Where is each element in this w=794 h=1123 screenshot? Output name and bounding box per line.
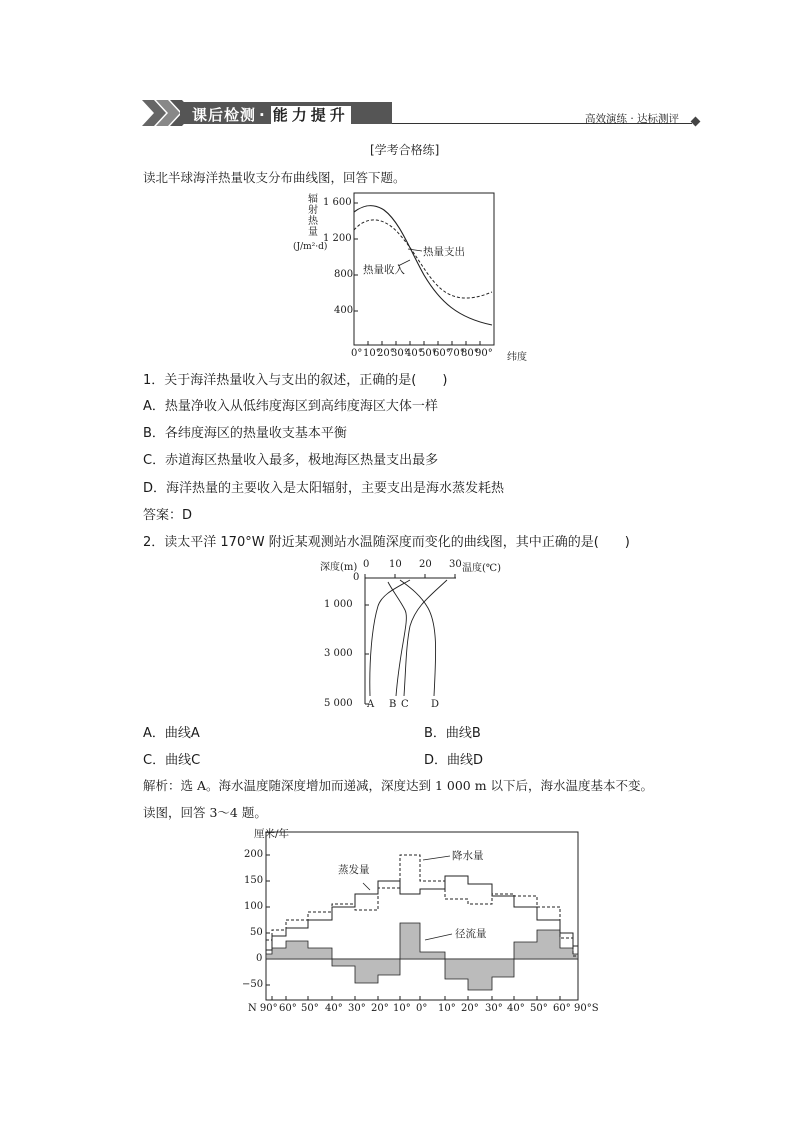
chart3-x-tick: 50° xyxy=(530,1003,548,1014)
chart3-x-tick: N 90° xyxy=(248,1003,278,1014)
y-axis-title: 辐 射 热 量 xyxy=(308,194,318,238)
chart3-y-tick: 50 xyxy=(250,927,263,938)
temp-tick: 0 xyxy=(363,559,370,570)
label-heat-expense: 热量支出 xyxy=(423,246,465,258)
y-tick: 400 xyxy=(334,305,354,316)
temp-axis-unit: 温度(℃) xyxy=(462,563,501,574)
depth-tick: 0 xyxy=(353,572,360,583)
y-tick: 1 600 xyxy=(323,197,352,208)
chart3-x-tick: 50° xyxy=(301,1003,319,1014)
q2-option-b: B．曲线B xyxy=(424,726,481,741)
chart3-x-tick: 10° xyxy=(438,1003,456,1014)
depth-tick: 5 000 xyxy=(324,698,353,709)
temp-tick: 30 xyxy=(449,559,462,570)
q1-answer: 答案：D xyxy=(143,508,193,523)
x-tick: 80° xyxy=(461,348,479,359)
title-dot: · xyxy=(259,106,266,124)
y-tick: 1 200 xyxy=(323,233,352,244)
q1-stem: 1．关于海洋热量收入与支出的叙述，正确的是( ) xyxy=(143,373,448,388)
chart3-x-tick: 60° xyxy=(553,1003,571,1014)
label-heat-income: 热量收入 xyxy=(363,264,405,276)
chart3-x-tick: 40° xyxy=(507,1003,525,1014)
diamond-icon xyxy=(691,117,701,127)
water-balance-chart xyxy=(240,826,610,1021)
chart3-y-tick: 0 xyxy=(256,953,263,964)
curve-c xyxy=(404,580,447,696)
section-title: 课后检测 xyxy=(192,106,257,124)
depth-tick: 3 000 xyxy=(324,648,353,659)
intro-1: 读北半球海洋热量收支分布曲线图，回答下题。 xyxy=(143,170,406,185)
temperature-depth-chart xyxy=(310,556,510,716)
temp-tick: 20 xyxy=(419,559,432,570)
chart3-y-unit: 厘米/年 xyxy=(254,828,290,840)
curve-b xyxy=(388,582,406,696)
chart3-x-tick: 30° xyxy=(485,1003,503,1014)
q2-option-c: C．曲线C xyxy=(143,753,201,768)
x-tick: 30° xyxy=(391,348,409,359)
label-runoff: 径流量 xyxy=(455,928,487,940)
heat-budget-chart xyxy=(290,190,540,365)
chart3-x-tick: 0° xyxy=(416,1003,428,1014)
curve-label-b: B xyxy=(389,699,397,710)
y-tick: 800 xyxy=(334,269,354,280)
curve-label-a: A xyxy=(367,699,375,710)
chart3-y-tick: 150 xyxy=(244,875,264,886)
section-label: [学考合格练] xyxy=(370,143,440,157)
y-axis-unit: (J/m²·d) xyxy=(293,242,328,252)
x-tick: 90° xyxy=(475,348,493,359)
q2-stem: 2．读太平洋 170°W 附近某观测站水温随深度而变化的曲线图，其中正确的是( ) xyxy=(143,535,630,550)
q2-analysis: 解析：选 A。海水温度随深度增加而递减，深度达到 1 000 m 以下后，海水温度基本不变。 xyxy=(143,778,654,793)
precipitation-line xyxy=(266,855,578,956)
chart3-x-tick: 60° xyxy=(279,1003,297,1014)
x-axis-unit: 纬度 xyxy=(507,352,527,363)
section-subtitle: 能力提升 xyxy=(272,106,349,124)
chart3-x-tick: 90°S xyxy=(574,1003,599,1014)
runoff-bars xyxy=(266,923,578,990)
q1-option-c: C．赤道海区热量收入最多，极地海区热量支出最多 xyxy=(143,453,439,468)
label-evaporation: 蒸发量 xyxy=(338,864,370,876)
chart3-y-tick: −50 xyxy=(242,979,264,990)
x-tick: 60° xyxy=(433,348,451,359)
temp-tick: 10 xyxy=(389,559,402,570)
intro-3: 读图，回答 3～4 题。 xyxy=(143,805,267,820)
x-tick: 10° xyxy=(363,348,381,359)
label-precipitation: 降水量 xyxy=(452,850,484,862)
x-tick: 50° xyxy=(419,348,437,359)
x-tick: 20° xyxy=(377,348,395,359)
depth-axis-title: 深度(m) xyxy=(320,562,358,573)
chart3-x-tick: 30° xyxy=(348,1003,366,1014)
chart3-y-tick: 200 xyxy=(244,849,264,860)
chart3-x-tick: 40° xyxy=(325,1003,343,1014)
curve-label-c: C xyxy=(401,699,409,710)
chart3-x-tick: 20° xyxy=(371,1003,389,1014)
x-tick: 70° xyxy=(447,348,465,359)
chart3-x-tick: 20° xyxy=(461,1003,479,1014)
depth-tick: 1 000 xyxy=(324,599,353,610)
section-banner xyxy=(140,98,392,128)
chart3-x-tick: 10° xyxy=(393,1003,411,1014)
x-tick: 0° xyxy=(351,348,363,359)
x-tick: 40° xyxy=(405,348,423,359)
chart3-y-tick: 100 xyxy=(244,901,264,912)
q1-option-a: A．热量净收入从低纬度海区到高纬度海区大体一样 xyxy=(143,399,438,414)
q2-option-d: D．曲线D xyxy=(424,753,484,768)
q1-option-d: D．海洋热量的主要收入是太阳辐射，主要支出是海水蒸发耗热 xyxy=(143,481,505,496)
curve-label-d: D xyxy=(431,699,440,710)
header-right-text: 高效演练 · 达标测评 xyxy=(585,113,680,125)
evaporation-line xyxy=(266,876,578,950)
q2-option-a: A．曲线A xyxy=(143,726,200,741)
q1-option-b: B．各纬度海区的热量收支基本平衡 xyxy=(143,426,347,441)
